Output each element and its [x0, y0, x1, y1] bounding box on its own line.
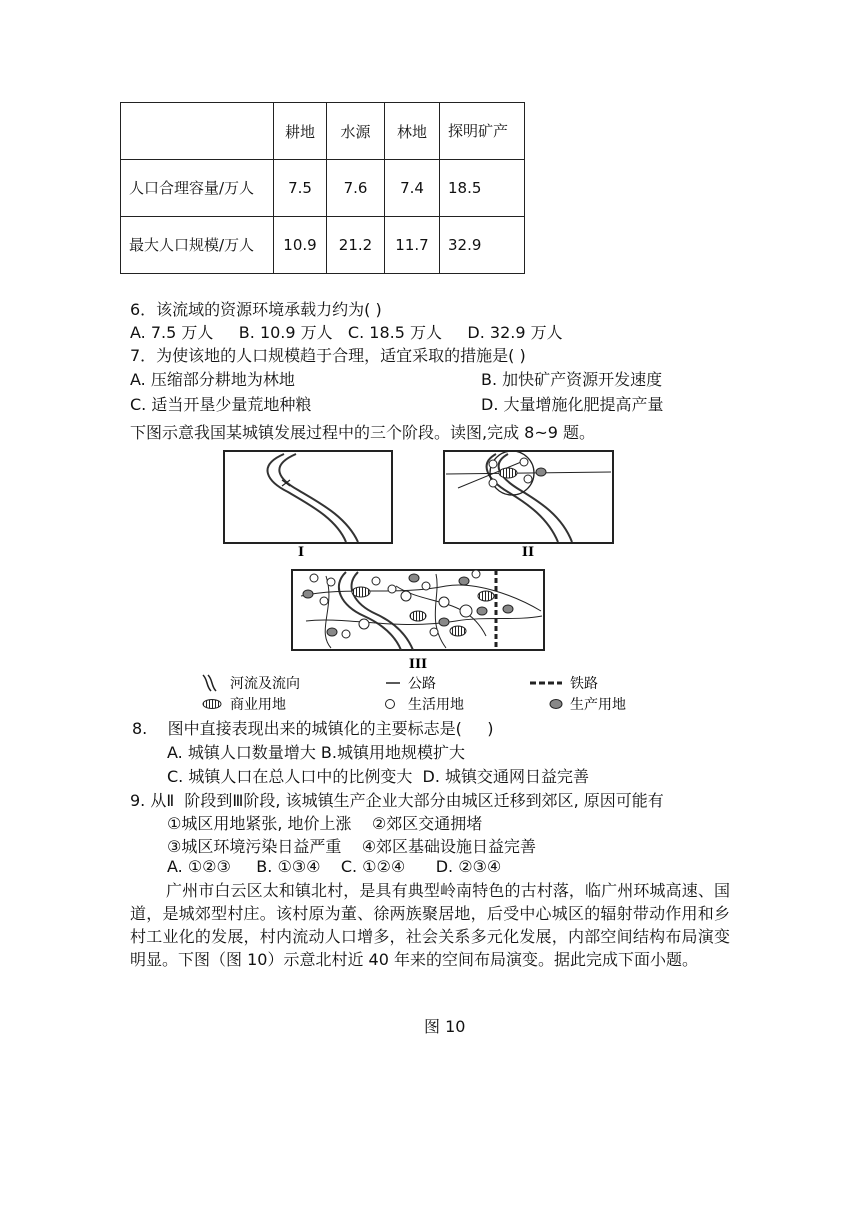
- table-cell: 32.9: [440, 217, 525, 274]
- header-water: 水源: [327, 103, 385, 160]
- stage-3-label: III: [408, 657, 428, 672]
- stage-1-map: [224, 451, 392, 543]
- table-row: [121, 217, 525, 274]
- urban-stages-figure: [196, 446, 666, 716]
- table-cell: 18.5: [440, 160, 525, 217]
- table-row: [121, 160, 525, 217]
- q9-answer-options: A. ①②③ B. ①③④ C. ①②④ D. ②③④: [167, 857, 502, 876]
- legend-commercial-label: 商业用地: [230, 697, 286, 713]
- table-cell: 7.5: [274, 160, 327, 217]
- table-cell: 7.6: [327, 160, 385, 217]
- header-minerals: 探明矿产: [440, 103, 525, 160]
- q9-options-12: ①城区用地紧张, 地价上涨 ②郊区交通拥堵: [167, 814, 483, 833]
- table-corner-cell: [121, 103, 274, 160]
- q7-option-c: C. 适当开垦少量荒地种粮: [130, 395, 312, 414]
- row-label: 最大人口规模/万人: [121, 217, 274, 274]
- row-label: 人口合理容量/万人: [121, 160, 274, 217]
- passage-paragraph: 广州市白云区太和镇北村，是具有典型岭南特色的古村落，临广州环城高速、国道，是城郊型村庄。该村原为董、徐两族聚居地，后受中心城区的辐射带动作用和乡村工业化的发展，村内流动人口增多，社会关系多元化发展，内部空间结构布局演变明显。下图（图 10）示意北村近 40 年来的空间布局演变。据此完成下面小题。: [130, 881, 730, 969]
- river-legend-icon: [203, 675, 216, 691]
- table-cell: 10.9: [274, 217, 327, 274]
- legend-road-label: 公路: [408, 676, 436, 692]
- header-forest: 林地: [385, 103, 440, 160]
- figure-10-caption: 图 10: [424, 1017, 466, 1036]
- q9-options-34: ③城区环境污染日益严重 ④郊区基础设施日益完善: [167, 837, 537, 856]
- q8-stem: 8. 图中直接表现出来的城镇化的主要标志是( ): [132, 719, 494, 738]
- table-cell: 7.4: [385, 160, 440, 217]
- header-farmland: 耕地: [274, 103, 327, 160]
- legend-residential-label: 生活用地: [408, 697, 464, 713]
- resource-table: [120, 102, 525, 274]
- stage-2-label: II: [521, 545, 535, 560]
- q8-options-cd: C. 城镇人口在总人口中的比例变大 D. 城镇交通网日益完善: [167, 767, 590, 786]
- industrial-legend-icon: [550, 700, 562, 709]
- q7-stem: 7．为使该地的人口规模趋于合理，适宜采取的措施是( ): [130, 346, 526, 365]
- residential-legend-icon: [386, 700, 395, 709]
- table-cell: 21.2: [327, 217, 385, 274]
- legend-railway-label: 铁路: [570, 676, 598, 692]
- table-header-row: [121, 103, 525, 160]
- legend-river-label: 河流及流向: [230, 676, 300, 692]
- q7-option-b: B. 加快矿产资源开发速度: [481, 370, 663, 389]
- stage-2-map: [444, 451, 613, 543]
- q7-option-a: A. 压缩部分耕地为林地: [130, 370, 295, 389]
- q9-stem: 9. 从Ⅱ 阶段到Ⅲ阶段, 该城镇生产企业大部分由城区迁移到郊区, 原因可能有: [130, 791, 664, 810]
- q6-options: A. 7.5 万人 B. 10.9 万人 C. 18.5 万人 D. 32.9 万人: [130, 323, 563, 342]
- legend-industrial-label: 生产用地: [570, 697, 626, 713]
- commercial-legend-icon: [203, 700, 221, 709]
- q6-stem: 6．该流域的资源环境承载力约为( ): [130, 300, 382, 319]
- figure-legend: [203, 675, 626, 713]
- stage-3-map: [292, 570, 544, 650]
- q7-option-d: D. 大量增施化肥提高产量: [481, 395, 664, 414]
- stage-1-label: I: [297, 545, 305, 560]
- q8-options-ab: A. 城镇人口数量增大 B.城镇用地规模扩大: [167, 743, 465, 762]
- table-cell: 11.7: [385, 217, 440, 274]
- intro-8-9: 下图示意我国某城镇发展过程中的三个阶段。读图,完成 8~9 题。: [130, 423, 596, 442]
